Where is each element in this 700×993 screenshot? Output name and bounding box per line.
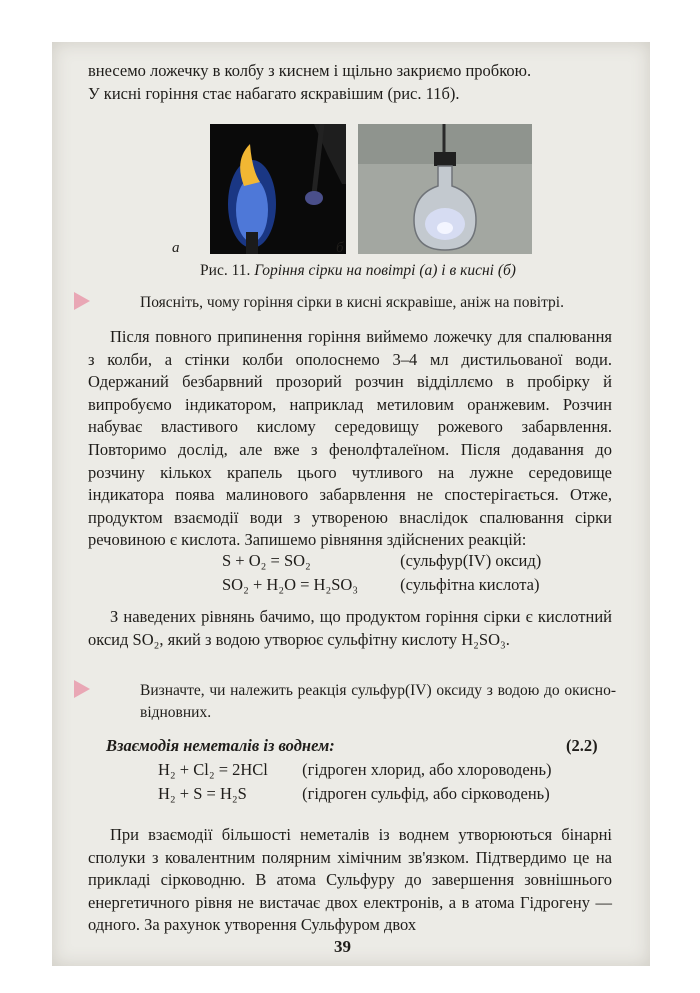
question-2: Визначте, чи належить реакція сульфур(IV) оксиду з водою до окисно-відновних. xyxy=(140,682,616,721)
top-paragraph xyxy=(88,60,612,105)
equation-description: (сульфур(IV) оксид) xyxy=(400,551,542,570)
question-marker-icon xyxy=(74,680,90,698)
equation-row xyxy=(158,784,550,804)
equation-formula: H₂ + S = H₂S xyxy=(158,784,247,803)
caption-text: Горіння сірки на повітрі (а) і в кисні (б) xyxy=(254,262,516,279)
section-heading: Взаємодія неметалів із воднем: xyxy=(106,736,335,755)
flame-in-oxygen-photo xyxy=(358,124,532,254)
figure-label-a: а xyxy=(172,240,180,256)
equation-description: (гідроген хлорид, або хлороводень) xyxy=(302,760,552,779)
equation-number: (2.2) xyxy=(566,736,598,755)
paragraph-4: При взаємодії більшості неметалів із воднем утворюються бінарні сполуки з ковалентним полярним хімічним зв'язком. Підтвердимо це на прикладі сірководню. В атома Сульфуру до завершення зовнішнього енергетичного рівня не вистачає двох електронів, а в атома Гідрогену — одного. За рахунок утворення Сульфуром двох xyxy=(88,825,612,935)
paragraph-3: З наведених рівнянь бачимо, що продуктом горіння сірки є кислотний оксид SO₂, який з водою утворює сульфітну кислоту H₂SO₃. xyxy=(88,607,612,649)
question-1: Поясніть, чому горіння сірки в кисні яскравіше, аніж на повітрі. xyxy=(140,294,564,311)
equation-row xyxy=(158,760,552,780)
figure-caption xyxy=(108,262,608,280)
page-number: 39 xyxy=(334,937,351,956)
equation-formula: SO₂ + H₂O = H₂SO₃ xyxy=(222,575,359,594)
equation-formula: S + O₂ = SO₂ xyxy=(222,551,311,570)
figure-11 xyxy=(172,124,588,258)
flame-in-air-photo xyxy=(210,124,346,254)
equation-description: (сульфітна кислота) xyxy=(400,575,540,594)
caption-number: Рис. 11. xyxy=(200,262,251,279)
equation-description: (гідроген сульфід, або сірководень) xyxy=(302,784,550,803)
equation-row xyxy=(222,575,539,595)
paragraph-line: У кисні горіння стає набагато яскравішим (рис. 11б). xyxy=(88,83,460,103)
equation-row xyxy=(222,551,541,571)
figure-label-b: б xyxy=(336,240,344,256)
paragraph-line: внесемо ложечку в колбу з киснем і щільно закриємо пробкою. xyxy=(88,61,532,80)
paragraph-2: Після повного припинення горіння виймемо ложечку для спалювання з колби, а стінки колби ополоснемо 3–4 мл дистильованої води. Одержаний безбарвний прозорий розчин відділлємо в пробірку й випробуємо індикатором, наприклад метиловим оранжевим. Розчин набуває властивого кислому середовищу рожевого забарвлення. Повторимо дослід, але вже з фенолфталеїном. Після додавання до розчину кількох крапель цього чутливого на лужне середовище індикатора поява малинового забарвлення не спостерігається. Отже, продуктом взаємодії води з утвореною внаслідок спалювання сірки речовиною є кислота. Запишемо рівняння здійснених реакцій: xyxy=(88,327,612,550)
equation-formula: H₂ + Cl₂ = 2HCl xyxy=(158,760,268,779)
question-marker-icon xyxy=(74,292,90,310)
